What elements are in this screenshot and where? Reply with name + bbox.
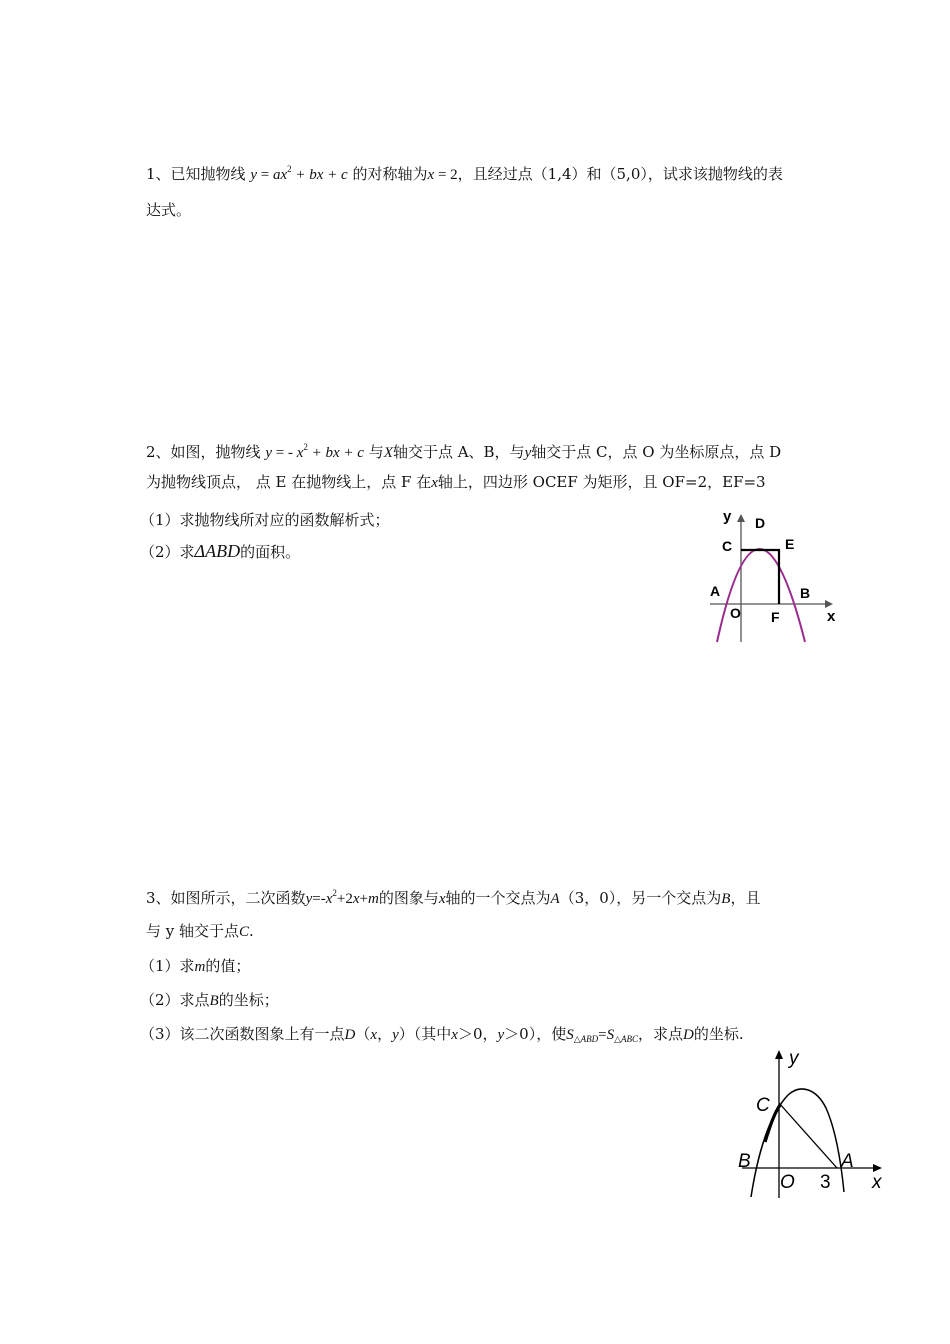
text: 已知抛物线 <box>170 165 246 183</box>
area-equation: $S_{\triangle ABD}=S_{\triangle ABC}$ <box>566 1027 639 1044</box>
text: 的值； <box>205 957 251 975</box>
label-c: C <box>756 1095 770 1116</box>
x-axis-arrow-icon <box>825 600 833 608</box>
text: . <box>249 922 254 940</box>
text: ＞0， <box>457 1025 498 1043</box>
text: 如图，抛物线 <box>170 443 261 461</box>
text: 轴的一个交点为 <box>445 889 551 907</box>
label-f: F <box>771 609 780 625</box>
text: 为抛物线顶点， 点 E 在抛物线上，点 F 在 <box>146 473 432 491</box>
equation: $y=-x^2+2x+m$ <box>305 888 379 907</box>
label-b: B <box>738 1151 751 1172</box>
var: X <box>383 445 393 461</box>
var: A <box>550 891 560 907</box>
label-o: O <box>780 1172 795 1193</box>
y-axis-arrow-icon <box>775 1050 783 1059</box>
text: ，且经过点（1,4）和（5,0），试求该抛物线的表 <box>457 165 783 183</box>
problem-3-question-1 <box>140 956 250 977</box>
text: 的面积。 <box>240 543 301 561</box>
text: 的对称轴为 <box>352 165 428 183</box>
problem-2-line-2 <box>146 472 766 493</box>
label-y: y <box>723 508 732 525</box>
parabola-curve <box>717 549 805 642</box>
text: 轴交于点 C，点 O 为坐标原点，点 D <box>531 443 782 461</box>
text: （ <box>355 1025 371 1043</box>
label-x: x <box>872 1172 882 1193</box>
problem-3-question-2 <box>140 990 279 1011</box>
problem-number: 3、 <box>146 889 171 907</box>
text: 的坐标. <box>693 1025 744 1043</box>
problem-1-line-2: 达式。 <box>146 201 192 219</box>
label-a: A <box>710 583 721 599</box>
y-axis-arrow-icon <box>737 514 745 522</box>
problem-number: 2、 <box>146 443 171 461</box>
label-d: D <box>755 515 766 531</box>
var: B <box>209 993 219 1009</box>
text: 与 <box>368 443 384 461</box>
text: ，且 <box>730 889 761 907</box>
var: D <box>683 1027 694 1043</box>
var: D <box>344 1027 356 1043</box>
text: 与 y 轴交于点 <box>146 922 240 940</box>
var: C <box>239 924 250 940</box>
text: （2）求点 <box>140 991 210 1009</box>
var: m <box>194 959 206 975</box>
problem-2-question-1: （1）求抛物线所对应的函数解析式； <box>140 511 390 529</box>
label-e: E <box>785 536 795 552</box>
text: ，求点 <box>638 1025 684 1043</box>
text: （3，0），另一个交点为 <box>559 889 722 907</box>
text: ＞0），使 <box>504 1025 567 1043</box>
label-y: y <box>789 1048 799 1069</box>
text: 如图所示，二次函数 <box>170 889 306 907</box>
problem-3-line-2 <box>146 921 254 942</box>
text: ， <box>377 1025 393 1043</box>
axis-equation: x = 2 <box>427 167 458 183</box>
text: 的坐标； <box>218 991 279 1009</box>
problem-3-question-3 <box>140 1024 744 1049</box>
var: y <box>524 445 532 461</box>
equation: $y = ax^2$ + bx + c <box>250 164 348 183</box>
problem-3-line-1 <box>146 883 760 909</box>
text: （2）求 <box>140 543 195 561</box>
var: y <box>497 1027 505 1043</box>
equation: y = - $x^2$ + bx + c <box>265 442 364 461</box>
var: B <box>721 891 731 907</box>
figure-3-parabola <box>730 1042 895 1202</box>
label-b: B <box>800 585 811 601</box>
var: x <box>451 1027 458 1043</box>
var: x <box>431 475 438 491</box>
var: x <box>438 891 446 907</box>
label-x: x <box>827 608 836 625</box>
label-c: C <box>722 538 733 554</box>
text: 的图象与 <box>378 889 439 907</box>
text: 轴上，四边形 OCEF 为矩形，且 OF=2，EF=3 <box>437 473 766 491</box>
var: x <box>370 1027 378 1043</box>
problem-2-question-2 <box>140 541 300 562</box>
label-3: 3 <box>820 1172 831 1193</box>
text: ）（其中 <box>398 1025 452 1043</box>
figure-2-parabola <box>700 505 850 650</box>
var: y <box>392 1027 399 1043</box>
problem-number: 1、 <box>146 165 171 183</box>
label-a: A <box>841 1151 854 1172</box>
triangle-abd: ΔABD <box>194 541 241 561</box>
text: （1）求 <box>140 957 195 975</box>
label-o: O <box>730 605 741 621</box>
problem-1-line-1 <box>146 159 783 185</box>
x-axis-arrow-icon <box>873 1164 882 1172</box>
text: 轴交于点 A、B，与 <box>392 443 525 461</box>
problem-2-line-1 <box>146 437 781 463</box>
text: （3）该二次函数图象上有一点 <box>140 1025 345 1043</box>
